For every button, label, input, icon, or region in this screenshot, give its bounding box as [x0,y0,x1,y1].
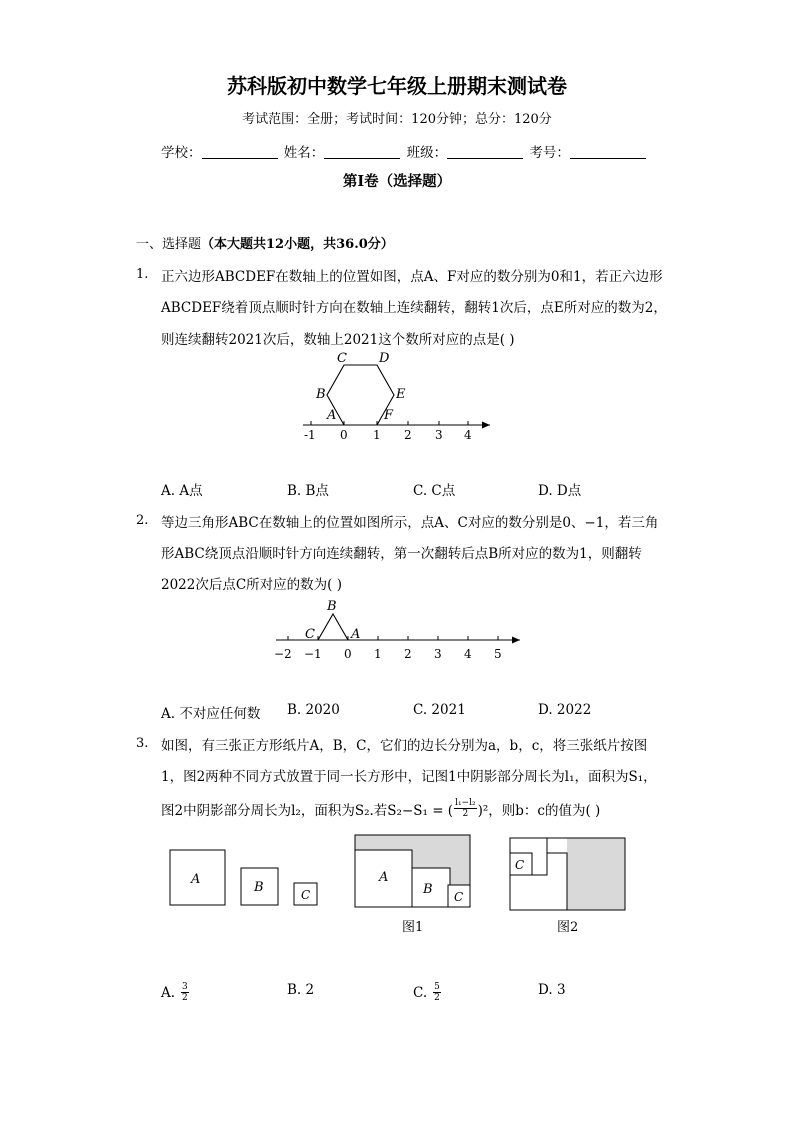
q3-option-a[interactable] [161,982,189,1003]
q1-hexagon-figure [295,348,500,443]
q2-option-a[interactable]: A. 不对应任何数 [161,706,261,722]
q3-line-3-start: 图2中阴影部分周长为l₂，面积为S₂.若S₂−S₁ = ( [161,802,454,819]
exam-info-line: 考试范围：全册；考试时间：120分钟；总分：120分 [242,112,552,127]
tick-label: −2 [274,647,292,661]
fraction-numerator: 5 [434,982,440,992]
page-title: 苏科版初中数学七年级上册期末测试卷 [227,74,567,98]
vertex-c-label: C [305,627,315,642]
exam-number-blank [570,146,646,159]
square-b-label: B [254,880,264,895]
section-heading [136,233,394,252]
q1-option-b[interactable]: B. B点 [287,483,329,499]
q2-line-1: 等边三角形ABC在数轴上的位置如图所示，点A、C对应的数分别是0、−1，若三角 [161,515,659,531]
tick-label: 5 [494,647,502,661]
tick-label: 3 [434,647,442,661]
q2-option-d[interactable]: D. 2022 [538,702,592,718]
q2-line-2: 形ABC绕顶点沿顺时针方向连续翻转，第一次翻转后点B所对应的数为1，则翻转 [161,546,642,562]
q3-fraction [454,798,477,819]
fraction-numerator: 3 [182,982,188,992]
q1-option-d[interactable]: D. D点 [538,483,582,499]
option-fraction [181,982,189,1003]
q3-line-1: 如图，有三张正方形纸片A，B，C，它们的边长分别为a，b，c，将三张纸片按图 [161,738,648,754]
tick-label: 3 [435,428,443,442]
q2-option-b[interactable]: B. 2020 [287,702,340,718]
name-blank [324,146,400,159]
vertex-a-label: A [351,627,361,642]
axis-arrow [482,422,490,429]
triangle-abc [318,614,348,640]
option-letter: D. [538,982,553,998]
tick-label: 4 [464,428,472,442]
tick-label: 2 [404,428,412,442]
vertex-b-label: B [327,599,337,614]
class-label: 班级： [406,145,448,161]
vertex-d-label: D [379,351,390,366]
q3-option-c[interactable] [413,982,441,1003]
section-note: （本大题共12小题，共36.0分） [201,237,394,252]
school-label: 学校： [161,145,202,161]
q3-line-3-end: )²，则b：c的值为( ) [477,802,601,819]
option-letter: A. [161,984,176,1001]
vertex-e-label: E [396,387,406,402]
fraction-denominator: 2 [434,993,440,1003]
tick-label: 2 [404,647,412,661]
option-letter: C. [413,984,428,1001]
vertex-f-label: F [384,408,394,423]
q3-fraction-denominator: 2 [462,809,469,819]
fig2-label-c: C [515,858,525,872]
fig1-label-c: C [454,890,464,904]
q1-line-2: ABCDEF绕着顶点顺时针方向在数轴上连续翻转，翻转1次后，点E所对应的数为2， [161,300,667,316]
q3-squares-figure [160,830,640,940]
fig2-caption: 图2 [557,920,579,935]
exam-number-label: 考号： [529,145,570,161]
tick-label: 0 [344,647,352,661]
q3-option-d[interactable] [538,982,566,998]
option-text: 2 [305,982,315,998]
q3-line-2: 1，图2两种不同方式放置于同一长方形中，记图1中阴影部分周长为l₁，面积为S₁， [161,769,657,785]
q3-option-b[interactable] [287,982,314,998]
q3-number: 3. [136,736,149,751]
tick-label: -1 [304,428,316,442]
q1-option-a[interactable]: A. A点 [161,483,203,499]
q1-number: 1. [136,267,149,282]
tick-label: 1 [373,428,381,442]
vertex-c-label: C [337,351,347,366]
vertex-a-label: A [327,408,337,423]
tick-label: 4 [464,647,472,661]
name-label: 姓名： [283,145,325,161]
fig1-caption: 图1 [402,920,424,935]
q1-line-1: 正六边形ABCDEF在数轴上的位置如图，点A、F对应的数分别为0和1，若正六边形 [161,269,663,285]
tick-label: −1 [304,647,322,661]
q2-triangle-figure [268,596,526,664]
student-info-fields [161,141,648,161]
option-letter: B. [287,982,302,998]
vertex-b-label: B [316,387,326,402]
q3-fraction-numerator: l₁−l₂ [455,798,476,808]
fig1-label-a: A [379,870,389,885]
option-text: 3 [556,982,566,998]
section-label: 一、选择题 [136,237,202,252]
tick-label: 1 [374,647,382,661]
school-blank [202,146,278,159]
q2-number: 2. [136,513,149,528]
square-c-label: C [301,888,311,902]
option-fraction [433,982,441,1003]
fig1-label-b: B [423,882,433,897]
q3-line-3 [161,798,600,819]
q1-line-3: 则连续翻转2021次后，数轴上2021这个数所对应的点是( ) [161,332,515,348]
class-blank [447,146,523,159]
volume-heading: 第I卷（选择题） [342,173,452,190]
q2-option-c[interactable]: C. 2021 [413,702,466,718]
q2-line-3: 2022次后点C所对应的数为( ) [161,577,343,593]
square-a-label: A [191,872,201,887]
tick-label: 0 [340,428,348,442]
fraction-denominator: 2 [182,993,188,1003]
axis-arrow [512,637,520,644]
q1-option-c[interactable]: C. C点 [413,483,456,499]
